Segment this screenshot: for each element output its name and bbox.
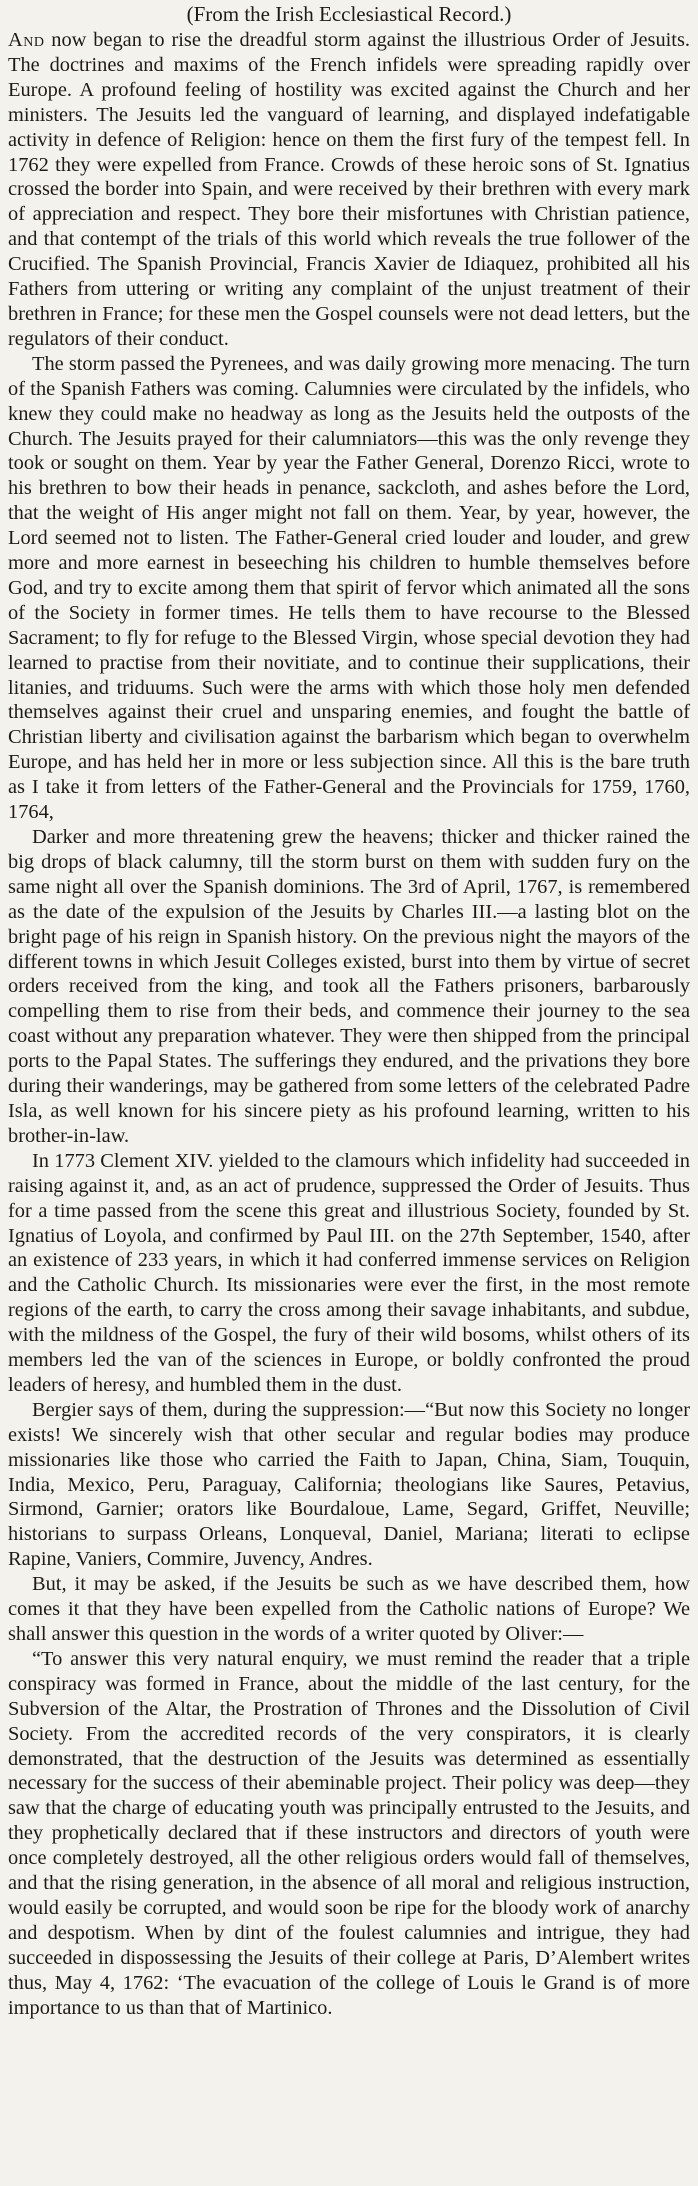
article-paragraph-7-quotation: “To answer this very natural enquiry, we must remind the reader that a triple conspiracy was formed in France, about the middle of the last century, for the Subversion of the Altar, the Prostration of Thrones and the Dissolution of Civil Society. From the accredited records of the very conspirators, it is clearly demonstrated, that the destruction of the Jesuits was determined as essentially necessary for the success of their abeminable project. Their policy was deep—they saw that the charge of educating youth was principally entrusted to the Jesuits, and they prophetically declared that if these instructors and directors of youth were once completely destroyed, all the other religious orders would fall of themselves, and that the rising generation, in the absence of all moral and religious instruction, would easily be corrupted, and would soon be ripe for the bloody work of anarchy and despotism. When by dint of the foulest calumnies and intrigue, they had succeeded in dispossessing the Jesuits of their college at Paris, D’Alembert writes thus, May 4, 1762: ‘The evacuation of the college of Louis le Grand is of more importance to us than that of Martinico. xyxy=(8,1647,690,2019)
article-paragraph-5: Bergier says of them, during the suppression:—“But now this Society no longer exists! We sincerely wish that other secular and regular bodies may produce missionaries like those who carried the Faith to Japan, China, Siam, Touquin, India, Mexico, Peru, Paraguay, California; theologians like Saures, Petavius, Sirmond, Garnier; orators like Bourdaloue, Lame, Segard, Griffet, Neuville; historians to surpass Orleans, Lonqueval, Daniel, Mariana; literati to eclipse Rapine, Vaniers, Commire, Juvency, Andres. xyxy=(8,1398,690,1571)
article-paragraph-3: Darker and more threatening grew the heavens; thicker and thicker rained the big drops of black calumny, till the storm burst on them with sudden fury on the same night all over the Spanish dominions. The 3rd of April, 1767, is remembered as the date of the expulsion of the Jesuits by Charles III.—a lasting blot on the bright page of his reign in Spanish history. On the previous night the mayors of the different towns in which Jesuit Colleges existed, burst into them by virtue of secret orders received from the king, and took all the Fathers prisoners, barbarously compelling them to rise from their beds, and commence their journey to the sea coast without any preparation whatever. They were then shipped from the principal ports to the Papal States. The sufferings they endured, and the privations they bore during their wanderings, may be gathered from some letters of the celebrated Padre Isla, as well known for his sincere piety as his profound learning, written to his brother-in-law. xyxy=(8,826,690,1147)
lead-in-small-caps: And xyxy=(8,29,45,51)
paragraph-1-body: now began to rise the dreadful storm against the illustrious Order of Jesuits. The doctrines and maxims of the French infidels were spreading rapidly over Europe. A profound feeling of hostility was excited against the Church and her ministers. The Jesuits led the vanguard of learning, and displayed indefatigable activity in defence of Religion: hence on them the first fury of the tempest fell. In 1762 they were expelled from France. Crowds of these heroic sons of St. Ignatius crossed the border into Spain, and were received by their brethren with every mark of appreciation and respect. They bore their misfortunes with Christian patience, and that contempt of the trials of this world which reveals the true follower of the Crucified. The Spanish Provincial, Francis Xavier de Idiaquez, prohibited all his Fathers from uttering or writing any complaint of the unjust treatment of their brethren in France; for these men the Gospel counsels were not dead letters, but the regulators of their conduct. xyxy=(8,29,690,350)
article-paragraph-6: But, it may be asked, if the Jesuits be such as we have described them, how comes it that they have been expelled from the Catholic nations of Europe? We shall answer this question in the words of a writer quoted by Oliver:— xyxy=(8,1573,690,1645)
article-paragraph-4: In 1773 Clement XIV. yielded to the clamours which infidelity had succeeded in raising against it, and, as an act of prudence, suppressed the Order of Jesuits. Thus for a time passed from the scene this great and illustrious Society, founded by St. Ignatius of Loyola, and confirmed by Paul III. on the 27th September, 1540, after an existence of 233 years, in which it had conferred immense services on Religion and the Catholic Church. Its missionaries were ever the first, in the most remote regions of the earth, to carry the cross among their savage inhabitants, and subdue, with the mildness of the Gospel, the fury of their wild bosoms, whilst others of its members led the van of the sciences in Europe, or boldly confronted the proud leaders of heresy, and humbled them in the dust. xyxy=(8,1149,690,1396)
article-paragraph-1 xyxy=(8,28,690,352)
article-source-line: (From the Irish Ecclesiastical Record.) xyxy=(186,2,512,26)
article-paragraph-2: The storm passed the Pyrenees, and was daily growing more menacing. The turn of the Spanish Fathers was coming. Calumnies were circulated by the infidels, who knew they could make no headway as long as the Jesuits held the outposts of the Church. The Jesuits prayed for their calumniators—this was the only revenge they took or sought on them. Year by year the Father General, Dorenzo Ricci, wrote to his brethren to bow their heads in penance, sackcloth, and ashes before the Lord, that the weight of His anger might not fall on them. Year, by year, however, the Lord seemed not to listen. The Father-General cried louder and louder, and grew more and more earnest in beseeching his children to humble themselves before God, and try to excite among them that spirit of fervor which animated all the sons of the Society in former times. He tells them to have recourse to the Blessed Sacrament; to fly for refuge to the Blessed Virgin, whose special devotion they had learned to practise from their novitiate, and to continue their supplications, their litanies, and triduums. Such were the arms with which those holy men defended themselves against their cruel and unsparing enemies, and fought the battle of Christian liberty and civilisation against the barbarism which began to overwhelm Europe, and has held her in more or less subjection since. All this is the bare truth as I take it from letters of the Father-General and the Provincials for 1759, 1760, 1764, xyxy=(8,352,690,824)
